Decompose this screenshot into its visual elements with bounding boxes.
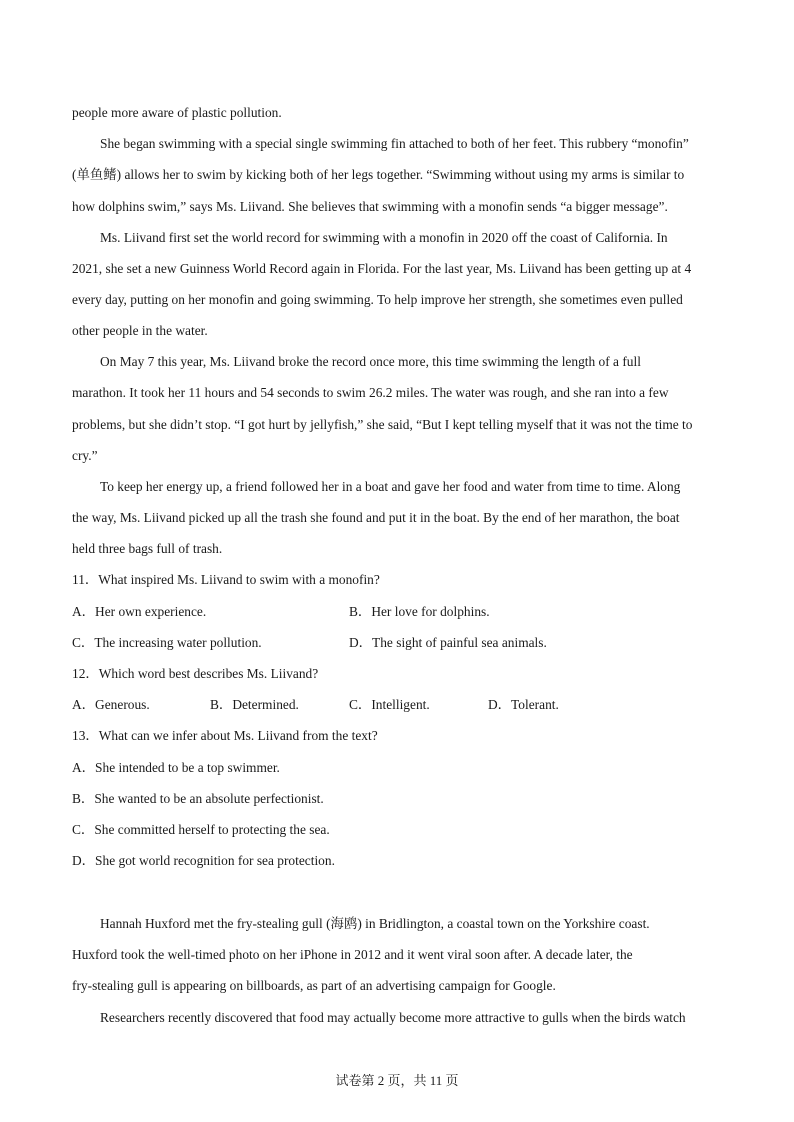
question-13-option-b: B．She wanted to be an absolute perfectionist. [72, 791, 324, 806]
passage1-line: (单鱼鳍) allows her to swim by kicking both of her legs together. “Swimming without using my arms is similar to [72, 167, 685, 182]
passage1-line: people more aware of plastic pollution. [72, 105, 282, 120]
question-13-option-d: D．She got world recognition for sea protection. [72, 853, 335, 868]
passage1-line: how dolphins swim,” says Ms. Liivand. She believes that swimming with a monofin sends “a bigger message”. [72, 199, 668, 214]
question-11-option-b: B．Her love for dolphins. [349, 604, 490, 619]
passage1-line: 2021, she set a new Guinness World Record again in Florida. For the last year, Ms. Liivand has been getting up at 4 [72, 261, 692, 276]
question-11-option-d: D．The sight of painful sea animals. [349, 635, 547, 650]
passage1-line: the way, Ms. Liivand picked up all the trash she found and put it in the boat. By the end of her marathon, the boat [72, 510, 680, 525]
question-12-option-a: A．Generous. [72, 697, 150, 712]
question-12-option-d: D．Tolerant. [488, 697, 559, 712]
passage1-line: cry.” [72, 448, 98, 463]
passage1-line: To keep her energy up, a friend followed her in a boat and gave her food and water from time to time. Along [100, 479, 681, 494]
passage1-line: Ms. Liivand first set the world record for swimming with a monofin in 2020 off the coast of California. In [100, 230, 668, 245]
passage2-line: fry-stealing gull is appearing on billboards, as part of an advertising campaign for Google. [72, 978, 556, 993]
question-11-option-a: A．Her own experience. [72, 604, 207, 619]
passage1-line: On May 7 this year, Ms. Liivand broke the record once more, this time swimming the length of a full [100, 354, 641, 369]
passage1-line: held three bags full of trash. [72, 541, 223, 556]
question-11-option-c: C．The increasing water pollution. [72, 635, 262, 650]
passage2-line: Huxford took the well-timed photo on her iPhone in 2012 and it went viral soon after. A decade later, the [72, 947, 633, 962]
page-footer: 试卷第 2 页，共 11 页 [335, 1073, 459, 1088]
question-11-stem: 11．What inspired Ms. Liivand to swim with a monofin? [72, 572, 380, 587]
passage1-line: other people in the water. [72, 323, 208, 338]
question-12-option-b: B．Determined. [210, 697, 299, 712]
question-13-option-a: A．She intended to be a top swimmer. [72, 760, 280, 775]
question-13-stem: 13．What can we infer about Ms. Liivand from the text? [72, 728, 378, 743]
passage1-line: She began swimming with a special single swimming fin attached to both of her feet. This rubbery “monofin” [100, 136, 689, 151]
passage2-line: Hannah Huxford met the fry-stealing gull (海鸥) in Bridlington, a coastal town on the Yorkshire coast. [100, 916, 650, 931]
passage1-line: marathon. It took her 11 hours and 54 seconds to swim 26.2 miles. The water was rough, and she ran into a few [72, 385, 669, 400]
question-12-stem: 12．Which word best describes Ms. Liivand? [72, 666, 319, 681]
question-12-option-c: C．Intelligent. [349, 697, 430, 712]
passage2-line: Researchers recently discovered that food may actually become more attractive to gulls when the birds watch [100, 1010, 686, 1025]
passage1-line: problems, but she didn’t stop. “I got hurt by jellyfish,” she said, “But I kept telling myself that it was not the time to [72, 417, 693, 432]
question-13-option-c: C．She committed herself to protecting the sea. [72, 822, 330, 837]
passage1-line: every day, putting on her monofin and going swimming. To help improve her strength, she sometimes even pulled [72, 292, 683, 307]
